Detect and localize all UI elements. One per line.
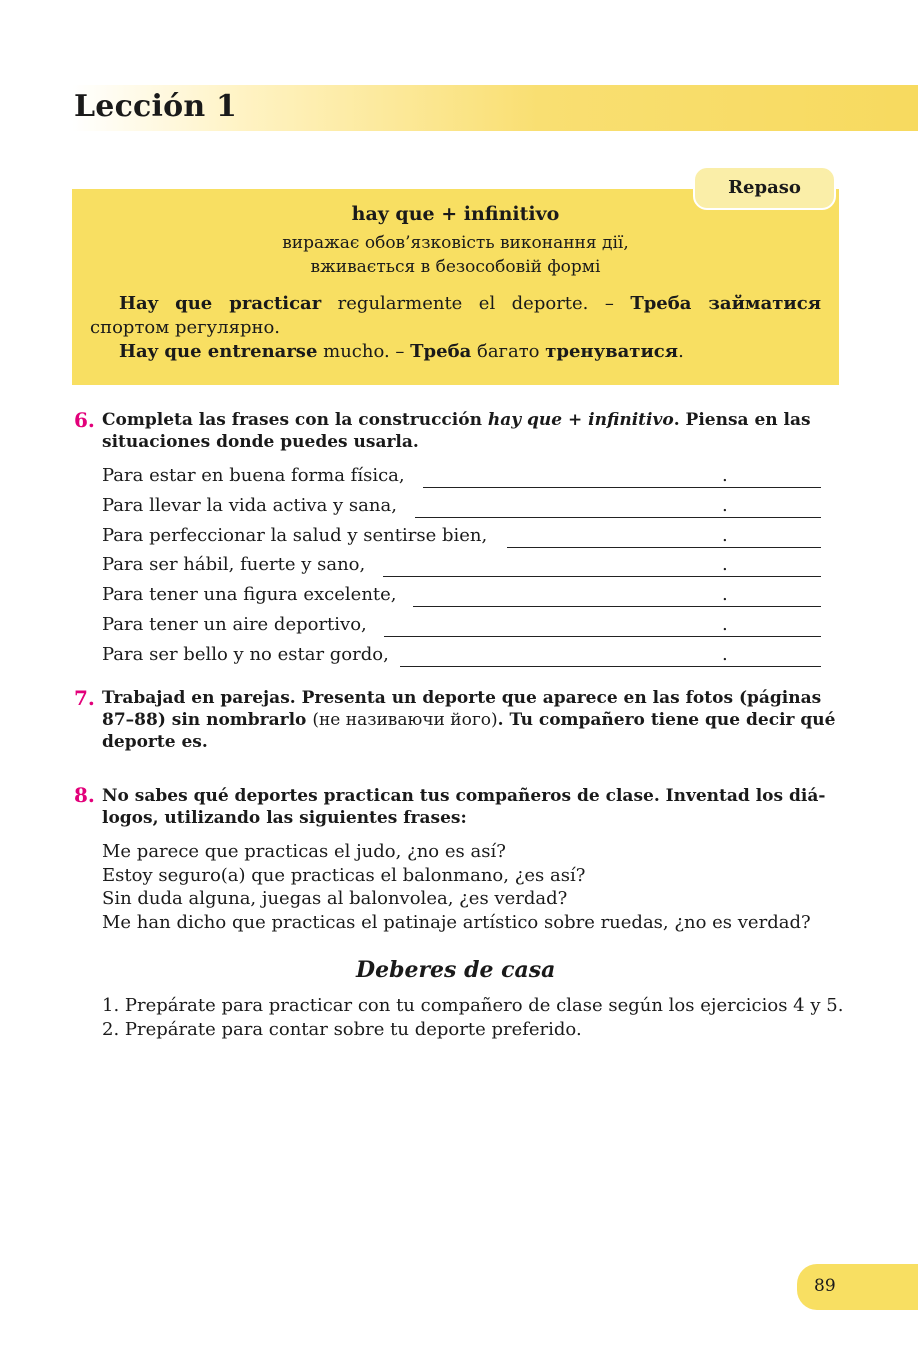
example-es-bold: Hay que practicar bbox=[119, 293, 322, 314]
example-uk-rest: спортом регулярно. bbox=[90, 317, 281, 338]
exercise-number: 6. bbox=[74, 408, 95, 432]
example-es-rest: regularmente el deporte. – bbox=[321, 293, 631, 314]
lesson-title: Lección 1 bbox=[74, 89, 238, 124]
exercise-7-instruction: Trabajad en parejas. Presenta un deporte que aparece en las fotos (páginas 87–88) sin nombrarlo (не називаючи його). Tu compañero tiene que decir qué deporte es. bbox=[102, 688, 836, 752]
fill-in-sentence: Para llevar la vida activa y sana, . bbox=[102, 494, 397, 518]
answer-blank[interactable] bbox=[507, 547, 821, 548]
grammar-rule-note bbox=[72, 231, 839, 279]
answer-blank[interactable] bbox=[384, 636, 821, 637]
example-uk-bold: Треба займатися bbox=[630, 293, 821, 314]
exercise-6-instruction: Completa las frases con la construcción hay que + infinitivo. Piensa en las situaciones donde puedes usarla. bbox=[102, 410, 811, 452]
grammar-note-line: виражає обов’язковість виконання дії, bbox=[282, 233, 629, 253]
exercise-8-instruction: No sabes qué deportes practican tus compañeros de clase. Inventad los diá- logos, utilizando las siguientes frases: bbox=[102, 786, 826, 828]
dialogue-phrase: Sin duda alguna, juegas al balonvolea, ¿es verdad? bbox=[102, 888, 568, 909]
dialogue-phrase: Estoy seguro(a) que practicas el balonmano, ¿es así? bbox=[102, 865, 586, 886]
answer-blank[interactable] bbox=[400, 666, 821, 667]
fill-in-sentence: Para tener un aire deportivo, . bbox=[102, 613, 367, 637]
homework-item: 1. Prepárate para practicar con tu compañero de clase según los ejercicios 4 y 5. bbox=[102, 995, 844, 1016]
answer-blank[interactable] bbox=[383, 576, 821, 577]
fill-in-sentence: Para perfeccionar la salud y sentirse bien, . bbox=[102, 524, 487, 548]
page-number: 89 bbox=[814, 1276, 836, 1296]
dialogue-phrase: Me parece que practicas el judo, ¿no es así? bbox=[102, 841, 506, 862]
answer-blank[interactable] bbox=[423, 487, 821, 488]
exercise-number: 7. bbox=[74, 686, 95, 710]
grammar-rule-title: hay que + infinitivo bbox=[351, 203, 560, 225]
grammar-note-line: вживається в безособовій формі bbox=[310, 257, 601, 277]
repaso-tab: Repaso bbox=[693, 166, 836, 210]
example-es-bold: Hay que entrenarse bbox=[119, 341, 318, 362]
answer-blank[interactable] bbox=[413, 606, 821, 607]
example-es-rest: mucho. – bbox=[317, 341, 411, 362]
fill-in-sentence: Para ser bello y no estar gordo, . bbox=[102, 643, 389, 667]
fill-in-sentence: Para estar en buena forma física, . bbox=[102, 464, 405, 488]
exercise-number: 8. bbox=[74, 783, 95, 807]
fill-in-sentence: Para ser hábil, fuerte y sano, . bbox=[102, 553, 365, 577]
grammar-example-2 bbox=[90, 340, 821, 364]
grammar-example-1 bbox=[90, 292, 821, 340]
answer-blank[interactable] bbox=[415, 517, 821, 518]
homework-item: 2. Prepárate para contar sobre tu deporte preferido. bbox=[102, 1019, 582, 1040]
homework-title: Deberes de casa bbox=[356, 957, 556, 983]
dialogue-phrase: Me han dicho que practicas el patinaje artístico sobre ruedas, ¿no es verdad? bbox=[102, 912, 811, 933]
example-uk-end: . bbox=[678, 341, 684, 362]
fill-in-sentence: Para tener una figura excelente, . bbox=[102, 583, 397, 607]
example-uk-mid: багато bbox=[471, 341, 546, 362]
example-uk-bold: тренуватися bbox=[545, 341, 679, 362]
example-uk-bold: Треба bbox=[410, 341, 472, 362]
